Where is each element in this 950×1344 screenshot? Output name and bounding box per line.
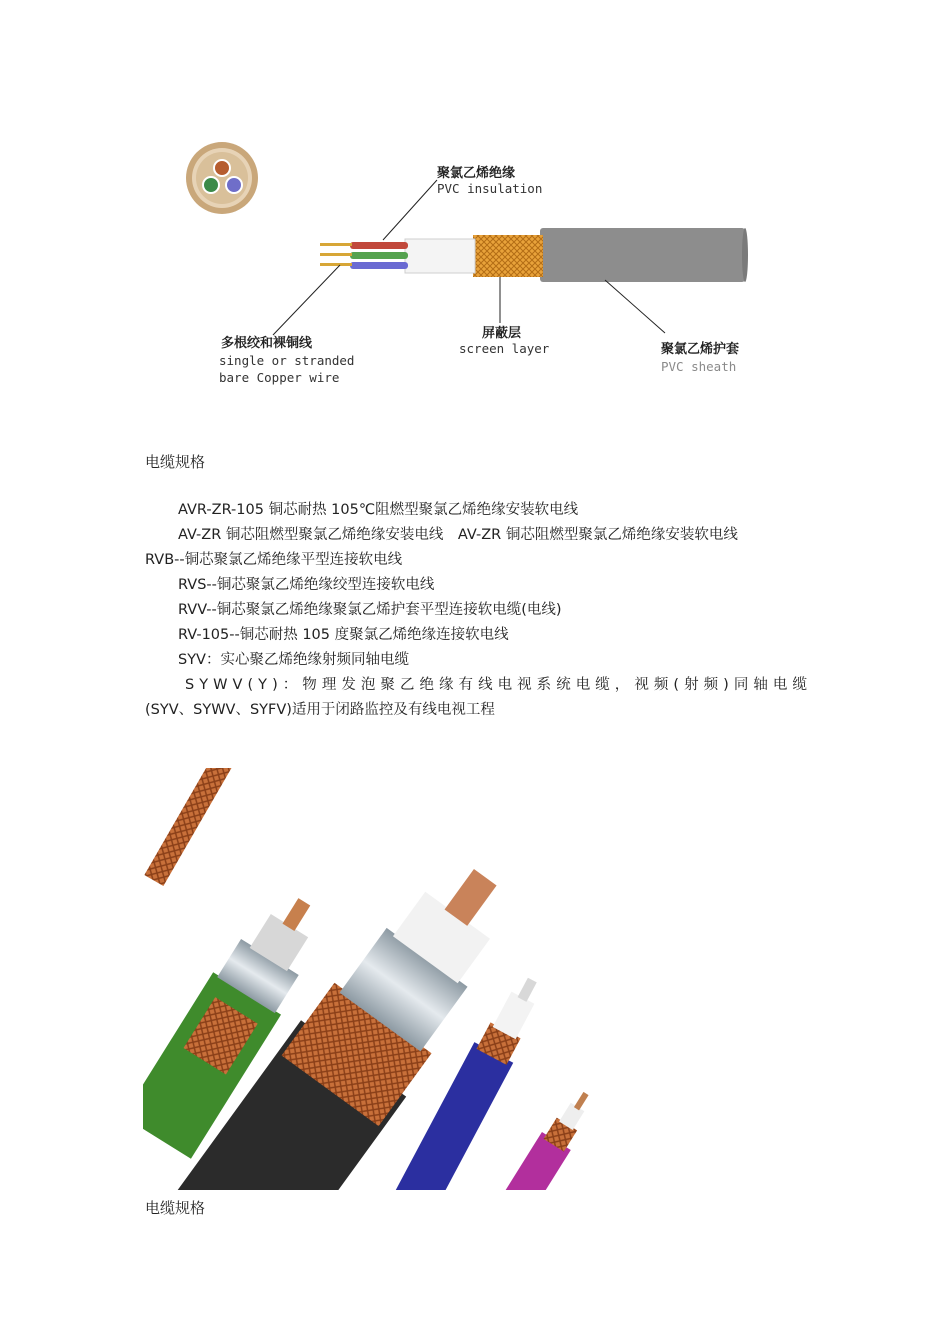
spec-list — [145, 498, 807, 723]
label-pvc-insulation-en: PVC insulation — [437, 181, 543, 196]
label-sheath-cn: 聚氯乙烯护套 — [661, 342, 740, 357]
spec-line: RVV--铜芯聚氯乙烯绝缘聚氯乙烯护套平型连接软电缆(电线) — [178, 602, 562, 618]
coaxial-cables-photo — [143, 768, 663, 1190]
spec-line: AV-ZR 铜芯阻燃型聚氯乙烯绝缘安装电线 AV-ZR 铜芯阻燃型聚氯乙烯绝缘安装软电线 — [178, 527, 738, 543]
spec-line: AVR-ZR-105 铜芯耐热 105℃阻燃型聚氯乙烯绝缘安装软电线 — [178, 502, 579, 518]
label-copper-en-1: single or stranded — [219, 353, 355, 368]
label-screen-cn: 屏蔽层 — [482, 326, 522, 341]
label-screen-en: screen layer — [459, 341, 550, 356]
spec-line: (SYV、SYWV、SYFV)适用于闭路监控及有线电视工程 — [145, 702, 495, 718]
spec-line: S Y W V ( Y ) ： 物 理 发 泡 聚 乙 绝 缘 有 线 电 视 系 统 电 缆 ， 视 频 ( 射 频 ) 同 轴 电 缆 — [185, 677, 807, 693]
copper-wires — [320, 242, 408, 269]
pvc-sheath — [540, 228, 745, 282]
label-sheath-en: PVC sheath — [661, 359, 737, 374]
spec-line: RVB--铜芯聚氯乙烯绝缘平型连接软电线 — [145, 552, 403, 568]
label-pvc-insulation-cn: 聚氯乙烯绝缘 — [437, 166, 516, 181]
spec-line: SYV：实心聚乙烯绝缘射频同轴电缆 — [178, 652, 409, 668]
section-heading-2: 电缆规格 — [145, 1199, 206, 1217]
screen-layer — [473, 235, 543, 277]
cross-section-icon — [186, 142, 258, 214]
spec-line: RVS--铜芯聚氯乙烯绝缘绞型连接软电线 — [178, 577, 435, 593]
section-heading-1: 电缆规格 — [145, 453, 206, 471]
cable-structure-diagram — [175, 125, 765, 405]
label-copper-en-2: bare Copper wire — [219, 370, 340, 385]
pvc-insulation — [405, 239, 475, 273]
label-copper-cn: 多根绞和裸铜线 — [221, 336, 313, 351]
spec-line: RV-105--铜芯耐热 105 度聚氯乙烯绝缘连接软电线 — [178, 627, 509, 643]
